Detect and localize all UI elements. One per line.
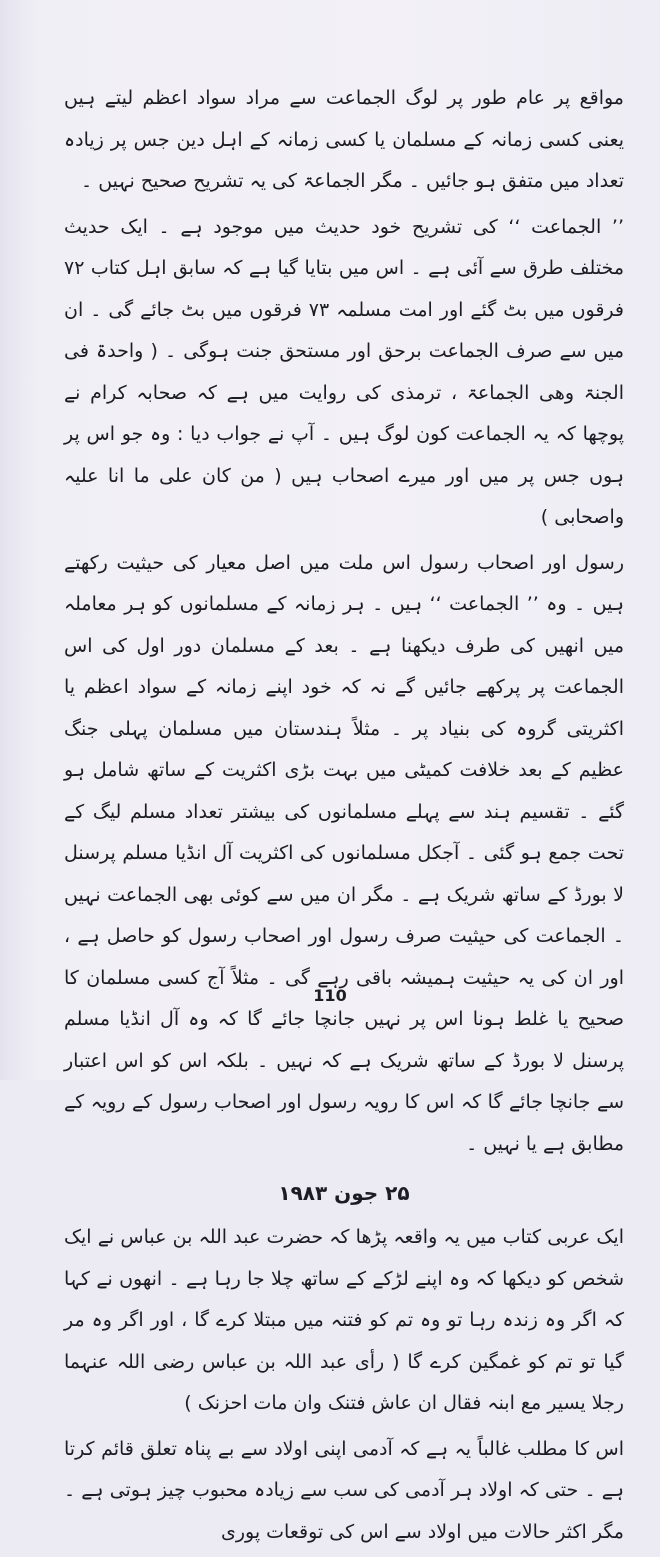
date-heading: ۲۵ جون ۱۹۸۳: [278, 1181, 410, 1205]
page-body: [64, 78, 624, 1557]
paragraph-3: رسول اور اصحاب رسول اس ملت میں اصل معیار کی حیثیت رکھتے ہیں ۔ وہ ’’ الجماعت ‘‘ ہیں ۔ ہر زمانہ کے مسلمانوں کو ہر معاملہ میں انھیں کی طرف دیکھنا ہے ۔ بعد کے مسلمان دور اول کی اس الجماعت پر پرکھے جائیں گے نہ کہ خود اپنے زمانہ کے سواد اعظم یا اکثریتی گروہ کی بنیاد پر ۔ مثلاً ہندستان میں مسلمان پہلی جنگ عظیم کے بعد خلافت کمیٹی میں بہت بڑی اکثریت کے ساتھ شامل ہو گئے ۔ تقسیم ہند سے پہلے مسلمانوں کی بیشتر تعداد مسلم لیگ کے تحت جمع ہو گئی ۔ آجکل مسلمانوں کی اکثریت آل انڈیا مسلم پرسنل لا بورڈ کے ساتھ شریک ہے ۔ مگر ان میں سے کوئی بھی الجماعت نہیں ۔ الجماعت کی حیثیت صرف رسول اور اصحاب رسول کو حاصل ہے ، اور ان کی یہ حیثیت ہمیشہ باقی رہے گی ۔ مثلاً آج کسی مسلمان کا صحیح یا غلط ہونا اس پر نہیں جانچا جائے گا کہ وہ آل انڈیا مسلم پرسنل لا بورڈ کے ساتھ شریک ہے کہ نہیں ۔ بلکہ اس کو اس اعتبار سے جانچا جائے گا کہ اس کا رویہ رسول اور اصحاب رسول کے رویہ کے مطابق ہے یا نہیں ۔: [64, 551, 624, 1155]
page-number: 110: [313, 986, 347, 1005]
paragraph-5: اس کا مطلب غالباً یہ ہے کہ آدمی اپنی اولاد سے بے پناہ تعلق قائم کرتا ہے ۔ حتی کہ اولاد ہر آدمی کی سب سے زیادہ محبوب چیز ہوتی ہے ۔ مگر اکثر حالات میں اولاد سے اس کی توقعات پوری: [64, 1437, 624, 1543]
paragraph-2: ’’ الجماعت ‘‘ کی تشریح خود حدیث میں موجود ہے ۔ ایک حدیث مختلف طرق سے آئی ہے ۔ اس میں بتایا گیا ہے کہ سابق اہل کتاب ۷۲ فرقوں میں بٹ گئے اور امت مسلمہ ۷۳ فرقوں میں بٹ جائے گی ۔ ان میں سے صرف الجماعت برحق اور مستحق جنت ہوگی ۔ ( واحدۃ فی الجنۃ وھی الجماعۃ ، ترمذی کی روایت میں ہے کہ صحابہ کرام نے پوچھا کہ یہ الجماعت کون لوگ ہیں ۔ آپ نے جواب دیا : وہ جو اس پر ہوں جس پر میں اور میرے اصحاب ہیں ( من کان علی ما انا علیہ واصحابی ): [64, 215, 624, 528]
paragraph-4: ایک عربی کتاب میں یہ واقعہ پڑھا کہ حضرت عبد اللہ بن عباس نے ایک شخص کو دیکھا کہ وہ اپنے لڑکے کے ساتھ چلا جا رہا ہے ۔ انھوں نے کہا کہ اگر وہ زندہ رہا تو وہ تم کو فتنہ میں مبتلا کرے گا ، اور اگر وہ مر گیا تو تم کو غمگین کرے گا ( رأی عبد اللہ بن عباس رضی اللہ عنہما رجلا یسیر مع ابنہ فقال ان عاش فتنک وان مات احزنک ): [64, 1226, 624, 1414]
paragraph-1: مواقع پر عام طور پر لوگ الجماعت سے مراد سواد اعظم لیتے ہیں یعنی کسی زمانہ کے مسلمان یا کسی زمانہ کے اہل دین جس پر زیادہ تعداد میں متفق ہو جائیں ۔ مگر الجماعۃ کی یہ تشریح صحیح نہیں ۔: [64, 87, 624, 192]
